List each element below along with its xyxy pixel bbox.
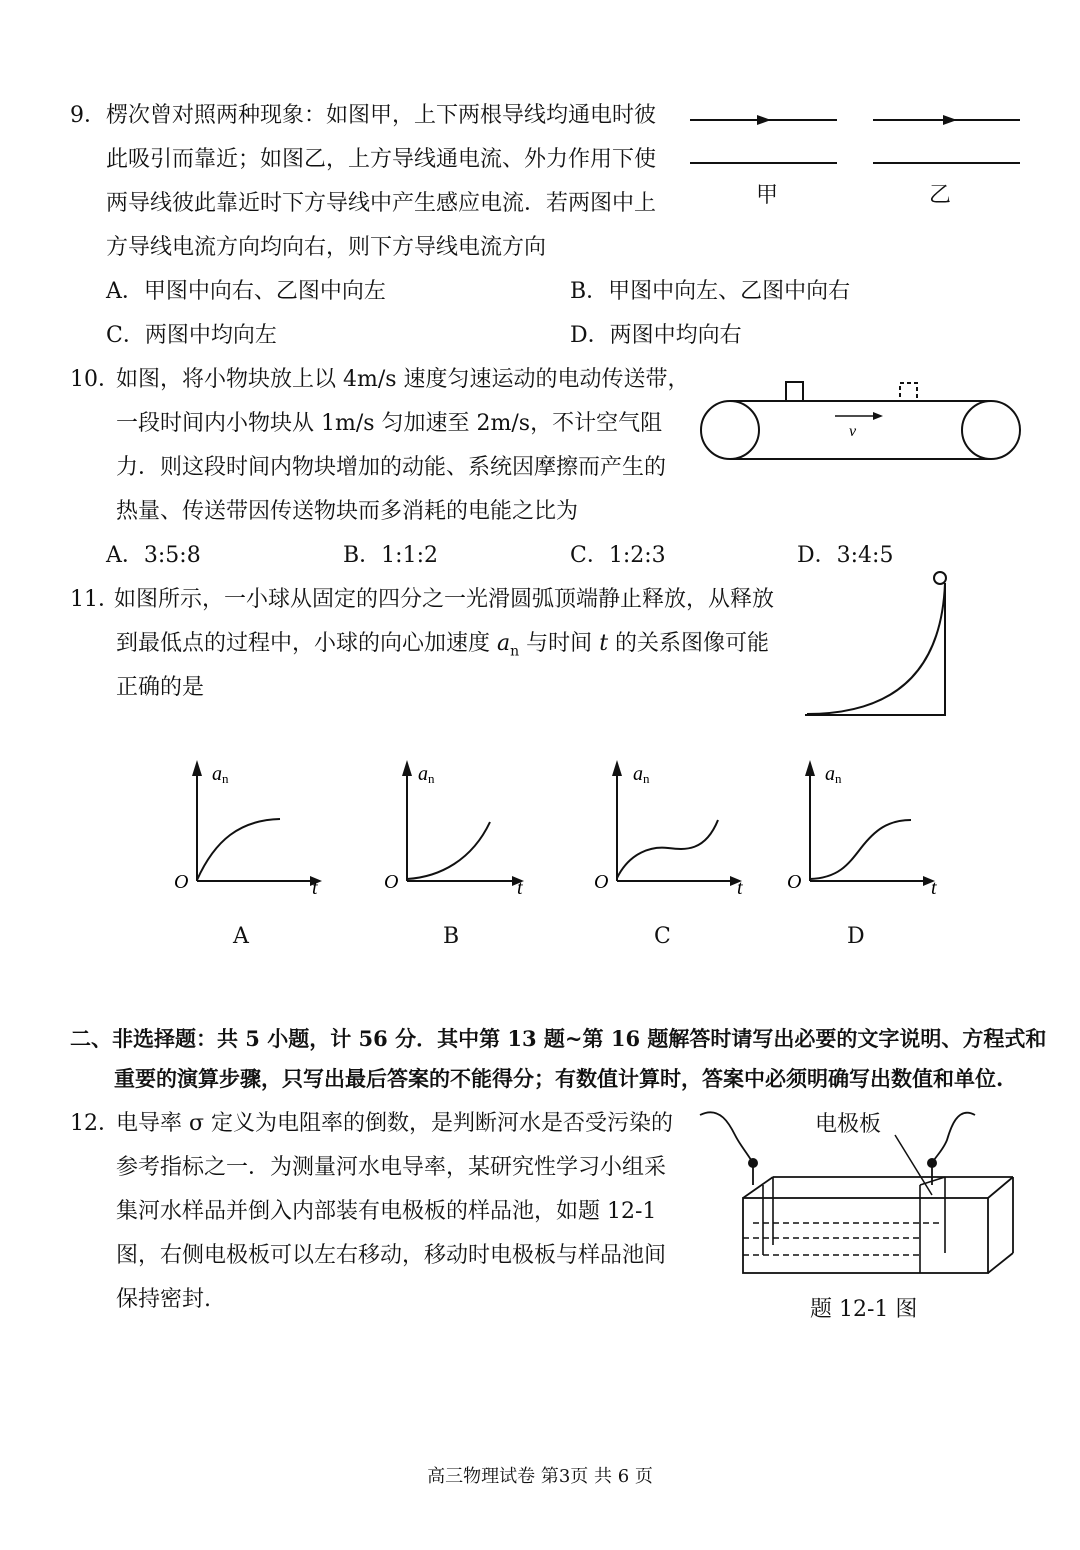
axis-an-label: an [825, 763, 842, 786]
curve-b [407, 822, 490, 879]
arrow-up-icon [402, 760, 412, 776]
q12-line-3: 集河水样品并倒入内部装有电极板的样品池，如题 12-1 [116, 1199, 657, 1224]
axis-t-label: t [737, 877, 743, 899]
q9-line-4: 方导线电流方向均向右，则下方导线电流方向 [106, 235, 547, 260]
q10-option-c[interactable]: C．1:2:3 [570, 543, 666, 568]
q10-option-b[interactable]: B．1:1:2 [343, 543, 438, 568]
an-symbol: $a_n$ [497, 631, 520, 660]
origin-label: O [594, 871, 609, 893]
q12-line-4: 图，右侧电极板可以左右移动，移动时电极板与样品池间 [116, 1243, 667, 1268]
axis-an-label: an [633, 763, 650, 786]
graph-label-a[interactable]: A [233, 924, 249, 949]
graph-label-c[interactable]: C [654, 924, 671, 949]
q10-option-a[interactable]: A．3:5:8 [106, 543, 201, 568]
q9-option-c[interactable]: C．两图中均向左 [106, 323, 277, 348]
quarter-arc-figure [800, 568, 960, 723]
q10-option-d[interactable]: D．3:4:5 [797, 543, 894, 568]
q10-number: 10． [70, 367, 120, 392]
axis-an-label: an [418, 763, 435, 786]
block-icon [786, 382, 803, 401]
q9-option-b[interactable]: B．甲图中向左、乙图中向右 [570, 279, 851, 304]
q10-line-3: 力．则这段时间内物块增加的动能、系统因摩擦而产生的 [116, 455, 667, 480]
origin-label: O [384, 871, 399, 893]
arrow-up-icon [612, 760, 622, 776]
q11-line-1: 如图所示，一小球从固定的四分之一光滑圆弧顶端静止释放，从释放 [114, 587, 775, 612]
pulley-right-icon [962, 401, 1020, 459]
q9-line-2: 此吸引而靠近；如图乙，上方导线通电流、外力作用下使 [106, 147, 657, 172]
q11-line-2c: 的关系图像可能 [615, 631, 770, 656]
graph-a[interactable] [170, 760, 330, 900]
ball-icon [934, 572, 946, 584]
curve-a [197, 819, 280, 880]
q11-number: 11． [70, 587, 120, 612]
graph-d[interactable] [783, 760, 953, 900]
block-dashed-icon [900, 383, 917, 401]
axis-t-label: t [312, 877, 318, 899]
q12-line-1: 电导率 σ 定义为电阻率的倒数，是判断河水是否受污染的 [116, 1111, 674, 1136]
arrow-right-icon [873, 412, 883, 420]
q11-line-2a: 到最低点的过程中，小球的向心加速度 [116, 631, 491, 656]
t-symbol: t [599, 631, 609, 656]
section2-heading-line-2: 重要的演算步骤，只写出最后答案的不能得分；有数值计算时，答案中必须明确写出数值和单位. [114, 1066, 1004, 1091]
q9-line-3: 两导线彼此靠近时下方导线中产生感应电流．若两图中上 [106, 191, 657, 216]
q11-line-2b: 与时间 [526, 631, 593, 656]
fig-label-yi: 乙 [929, 183, 952, 208]
graph-c[interactable] [590, 760, 760, 900]
axis-t-label: t [931, 877, 937, 899]
q12-number: 12． [70, 1111, 120, 1136]
q10-line-1: 如图，将小物块放上以 4m/s 速度匀速运动的电动传送带， [116, 367, 690, 392]
pulley-left-icon [701, 401, 759, 459]
arrow-right-icon [943, 115, 957, 125]
graph-b[interactable] [380, 760, 540, 900]
section2-heading-line-1: 二、非选择题：共 5 小题，计 56 分．其中第 13 题~第 16 题解答时请写出必要的文字说明、方程式和 [70, 1026, 1047, 1051]
q11-line-3: 正确的是 [116, 675, 205, 700]
page-footer: 高三物理试卷 第3页 共 6 页 [427, 1466, 653, 1487]
curve-c [617, 820, 718, 878]
axis-t-label: t [517, 877, 523, 899]
wire-figure-jia [690, 115, 837, 163]
electrode-plate-label: 电极板 [815, 1112, 882, 1137]
figure-12-1-caption: 题 12-1 图 [810, 1297, 918, 1322]
q12-line-2: 参考指标之一．为测量河水电导率，某研究性学习小组采 [116, 1155, 667, 1180]
origin-label: O [174, 871, 189, 893]
q9-option-a[interactable]: A．甲图中向右、乙图中向左 [106, 279, 386, 304]
velocity-label: v [849, 423, 857, 440]
q10-line-2: 一段时间内小物块从 1m/s 匀加速至 2m/s，不计空气阻 [116, 411, 663, 436]
arrow-right-icon [757, 115, 771, 125]
axis-an-label: an [212, 763, 229, 786]
q10-line-4: 热量、传送带因传送物块而多消耗的电能之比为 [116, 499, 579, 524]
graph-label-b[interactable]: B [443, 924, 460, 949]
fig-label-jia: 甲 [756, 183, 779, 208]
q11-line-2 [116, 630, 769, 665]
q9-wire-figure [685, 105, 1030, 215]
arrow-up-icon [805, 760, 815, 776]
wire-figure-yi [873, 115, 1020, 163]
q9-option-d[interactable]: D．两图中均向右 [570, 323, 742, 348]
q9-line-1: 楞次曾对照两种现象：如图甲，上下两根导线均通电时彼 [106, 103, 657, 128]
graph-label-d[interactable]: D [847, 924, 865, 949]
curve-d [810, 820, 911, 879]
arrow-up-icon [192, 760, 202, 776]
q12-line-5: 保持密封. [116, 1287, 211, 1312]
conveyor-belt-figure [695, 378, 1025, 468]
origin-label: O [787, 871, 802, 893]
q9-number: 9． [70, 103, 106, 128]
